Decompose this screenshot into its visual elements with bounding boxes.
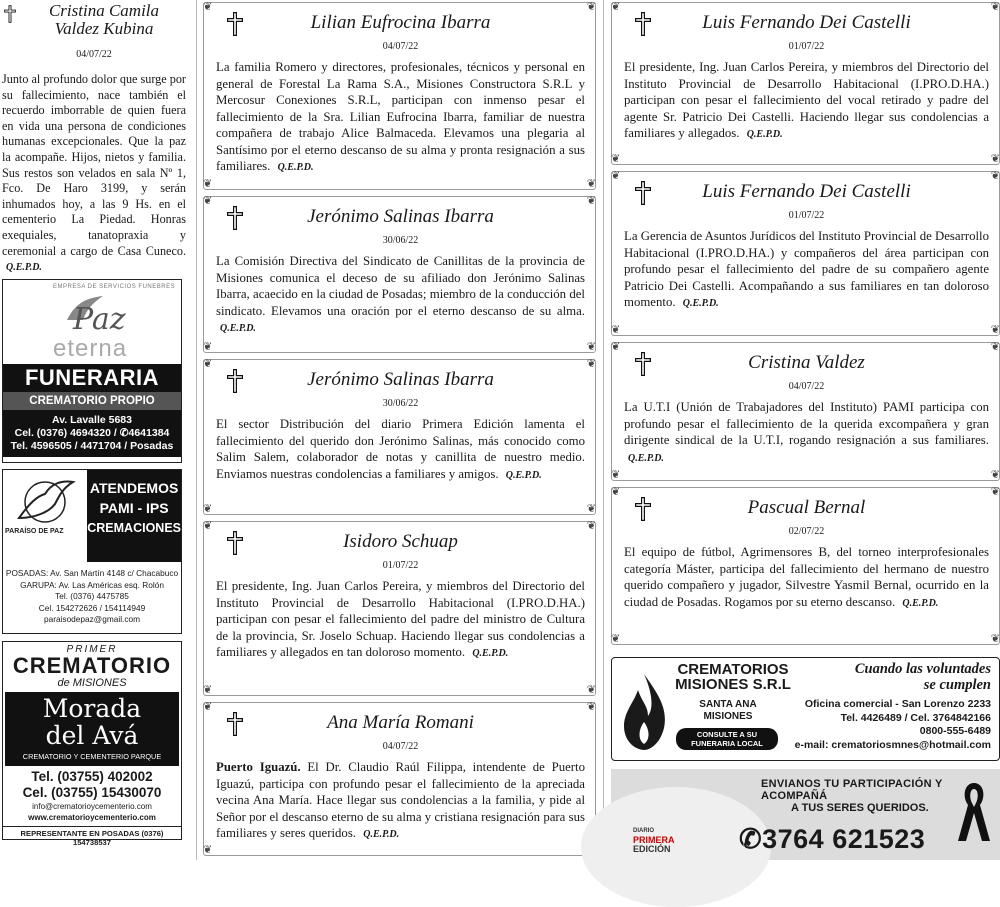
obituary-body: La Gerencia de Asuntos Jurídicos del Instituto Provincial de Desarrollo Habitacional (I.PRO.D.HA.) y compañeros del área participan con profundo pesar el fallecimiento del padre de su compañero agente Patricio Dei Castelli. Acompañando a sus familiares en tan doloroso momento. Q.E.P.D.	[624, 229, 989, 309]
contact-block	[3, 410, 181, 457]
cross-icon	[224, 11, 246, 37]
free-phone: 0800-555-6489	[919, 725, 991, 737]
ornament-icon: ❦	[586, 701, 596, 713]
de-misiones: de MISIONES	[57, 677, 127, 689]
obituary-date: 30/06/22	[382, 235, 419, 246]
crematorio-title: CREMATORIO	[12, 653, 172, 678]
ornament-icon: ❦	[611, 486, 621, 498]
phones-line2: Tel. 4596505 / 4471704 / Posadas	[10, 440, 174, 452]
ornament-icon: ❦	[990, 469, 1000, 481]
column-divider	[196, 0, 197, 860]
consulte-line1: CONSULTE A SU	[696, 730, 758, 739]
obituary-body: El presidente, Ing. Juan Carlos Pereira, y miembros del Directorio del Instituto Provincial de Desarrollo Habitacional (I.PRO.D.HA.) participan con pesar el fallecimiento del padre del ministro de Cultura de la provincia, Sr. Joselo Schuap. Haciendo llegar sus condolencias a familiares y allegados en tan doloroso momento. Q.E.P.D.	[216, 579, 585, 659]
parque-label: CREMATORIO Y CEMENTERIO PARQUE	[5, 751, 179, 766]
obituary-name: Luis Fernando Dei Castelli	[702, 12, 911, 33]
morada-word: Morada	[42, 694, 142, 723]
ornament-icon: ❦	[203, 684, 213, 696]
obituary-cristina-camila	[0, 0, 190, 276]
logo-label: PARAÍSO DE PAZ	[5, 528, 64, 535]
email[interactable]: info@crematorioycementerio.com	[32, 802, 152, 811]
services-block	[87, 470, 181, 562]
ad-paraiso-de-paz[interactable]	[2, 469, 182, 634]
obituary-name: Jerónimo Salinas Ibarra	[307, 206, 494, 227]
obituary-body: La U.T.I (Unión de Trabajadores del Instituto) PAMI participa con profundo pesar el fallecimiento de la querida excompañera y gran dirigente sindical de la U.T.I, rogando resignación a sus familiares. Q.E.P.D.	[624, 400, 989, 464]
obituary-card	[611, 342, 1000, 481]
info-cel: Cel. 154272626 / 154114949	[38, 602, 146, 613]
logo-arc-text: EMPRESA DE SERVICIOS FUNEBRES	[53, 284, 176, 290]
ornament-icon: ❦	[611, 170, 621, 182]
obituary-card	[203, 196, 596, 353]
slogan	[855, 661, 991, 693]
cross-icon	[224, 711, 246, 737]
contact-block	[795, 698, 991, 752]
consulte-line2: FUNERARIA LOCAL	[691, 739, 763, 748]
obituary-date: 01/07/22	[788, 210, 825, 221]
obituary-date: 01/07/22	[382, 560, 419, 571]
ornament-icon: ❦	[611, 469, 621, 481]
ornament-icon: ❦	[611, 324, 621, 336]
dove-icon	[15, 478, 75, 526]
location	[688, 699, 768, 723]
paz-eterna-logo	[3, 280, 181, 364]
cross-icon	[224, 205, 246, 231]
obituary-name-line2: Valdez Kubina	[54, 19, 154, 38]
website[interactable]: www.crematorioycementerio.com	[28, 813, 156, 822]
paraiso-logo	[3, 470, 87, 562]
obituary-name: Jerónimo Salinas Ibarra	[307, 369, 494, 390]
del-ava-word: del Avá	[45, 721, 139, 750]
cross-icon	[2, 4, 18, 24]
services-line2: PAMI - IPS	[99, 500, 169, 516]
obituary-body: La familia Romero y directores, profesionales, técnicos y personal en general de Forestal La Rama S.A., Misiones Constructora S.R.L y Mercosur Conexiones S.R.L, participan con inmenso pesar el fallecimiento de la Sra. Lilian Eufrocina Ibarra, familiar de nuestra compañera de trabajo Alice Balmaceda. Elevamos una plegaria al Santísimo por el eterno descanso de su alma y pronta resignación a sus familiares. Q.E.P.D.	[216, 60, 585, 173]
tel: Tel. (03755) 402002	[31, 769, 153, 784]
ad-paz-eterna[interactable]	[2, 279, 182, 463]
funeraria-title: FUNERARIA	[3, 364, 181, 392]
brand-line2: PRIMERA	[633, 835, 675, 845]
ornament-icon: ❦	[586, 520, 596, 532]
ornament-icon: ❦	[586, 1, 596, 13]
obituary-date: 01/07/22	[788, 41, 825, 52]
obituary-date: 02/07/22	[788, 526, 825, 537]
ornament-icon: ❦	[586, 684, 596, 696]
obituary-body: La Comisión Directiva del Sindicato de Canillitas de la provincia de Misiones comunica el deceso de su afiliado don Jerónimo Salinas Ibarra, acaecido en la ciudad de Posadas; miembro de la conducción del sindicato. Elevamos una oración por el eterno descanso de su alma. Q.E.P.D.	[216, 254, 585, 334]
morada-del-ava-logo	[5, 692, 179, 751]
obituary-card	[611, 171, 1000, 336]
ornament-icon: ❦	[203, 358, 213, 370]
obituary-card	[611, 2, 1000, 165]
ornament-icon: ❦	[203, 503, 213, 515]
phones-line1: Cel. (0376) 4694320 / ✆4641384	[14, 427, 170, 439]
ornament-icon: ❦	[586, 341, 596, 353]
flame-icon	[618, 672, 670, 752]
obituary-name: Ana María Romani	[327, 712, 474, 733]
cross-icon	[632, 11, 654, 37]
ornament-icon: ❦	[990, 341, 1000, 353]
obituary-date: 04/07/22	[382, 741, 419, 752]
brand-line3: EDICIÓN	[633, 844, 671, 854]
ornament-icon: ❦	[586, 503, 596, 515]
contact-block	[3, 562, 181, 626]
ad-crematorios-misiones[interactable]	[611, 657, 1000, 761]
address: Av. Lavalle 5683	[52, 414, 132, 426]
obituary-name: Lilian Eufrocina Ibarra	[310, 12, 491, 33]
office: Oficina comercial - San Lorenzo 2233	[804, 698, 991, 710]
mourning-ribbon-icon	[956, 779, 992, 843]
info-garupa: GARUPA: Av. Las Américas esq. Rolón	[20, 579, 164, 590]
ornament-icon: ❦	[990, 1, 1000, 13]
cross-icon	[632, 351, 654, 377]
info-tel: Tel. (0376) 4475785	[55, 591, 129, 601]
obituary-card	[203, 702, 596, 856]
cta-line1: ENVIANOS TU PARTICIPACIÓN Y ACOMPAÑÁ	[761, 778, 943, 802]
cross-icon	[224, 530, 246, 556]
cta-line2: A TUS SERES QUERIDOS.	[791, 802, 929, 814]
column-divider	[603, 0, 604, 860]
services-line3: CREMACIONES	[87, 521, 181, 535]
cross-icon	[632, 496, 654, 522]
obituary-name: Isidoro Schuap	[343, 531, 458, 552]
ornament-icon: ❦	[203, 178, 213, 190]
info-posadas: POSADAS: Av. San Martín 4148 c/ Chacabuco	[5, 568, 179, 578]
right-column	[611, 0, 1000, 860]
middle-column	[203, 0, 596, 860]
obituary-body: El presidente, Ing. Juan Carlos Pereira, y miembros del Directorio del Instituto Provincial de Desarrollo Habitacional (I.PRO.D.HA.) participan con pesar el fallecimiento del vocal retirado y padre del agente Sr. Patricio Dei Castelli. Haciendo llegar sus condolencias a familiares y allegados. Q.E.P.D.	[624, 60, 989, 140]
obituary-date: 04/07/22	[76, 49, 112, 60]
representative: REPRESENTANTE EN POSADAS (0376) 154738537	[3, 826, 181, 847]
obituary-card	[203, 359, 596, 515]
ornament-icon: ❦	[990, 324, 1000, 336]
obituary-card	[203, 2, 596, 190]
ornament-icon: ❦	[203, 1, 213, 13]
ornament-icon: ❦	[586, 195, 596, 207]
obituary-body: Puerto Iguazú. El Dr. Claudio Raúl Filippa, intendente de Puerto Iguazú, participa con profundo pesar el fallecimiento de la apreciada vecina Ana María. Hace llegar sus condolencias a la familia, y pide al Señor por el descanso eterno de su alma y cristiana resignación para sus familiares y seres queridos. Q.E.P.D.	[216, 760, 585, 840]
ornament-icon: ❦	[203, 341, 213, 353]
ornament-icon: ❦	[611, 153, 621, 165]
logo-script: Paz	[73, 302, 126, 337]
primer-label: PRIMER	[66, 644, 118, 655]
obituary-name: Pascual Bernal	[747, 497, 866, 518]
ornament-icon: ❦	[990, 486, 1000, 498]
obituary-body: El sector Distribución del diario Primera Edición lamenta el fallecimiento del querido don Jerónimo Salinas, más conocido como Salim Salem, colaborador de notas y canillita de nuestro medio. Enviamos nuestras condolencias a familiares y amigos. Q.E.P.D.	[216, 417, 585, 481]
ornament-icon: ❦	[586, 178, 596, 190]
info-email: paraisodepaz@gmail.com	[43, 614, 141, 624]
ornament-icon: ❦	[203, 844, 213, 856]
obituary-body: Junto al profundo dolor que surge por su fallecimiento, nace también el recuerdo imborrable de quien fuera en vida una persona de condiciones humanas excepcionales. Que la paz la acompañe. Hijos, nietos y familia. Sus restos son velados en sala Nº 1, Fco. De Haro 3199, y serán inhumados hoy, a las 9 Hs. en el cementerio La Piedad. Honras exequiales, tanatopraxia y ceremonial a cargo de Casa Cuneco. Q.E.P.D.	[2, 72, 186, 274]
ornament-icon: ❦	[586, 358, 596, 370]
obituary-name: Luis Fernando Dei Castelli	[702, 181, 911, 202]
title-line1: CREMATORIOS	[677, 661, 789, 678]
whatsapp-phone[interactable]: ✆3764 621523	[739, 824, 926, 854]
obituary-name-line1: Cristina Camila	[48, 1, 160, 20]
slogan-line1: Cuando las voluntades	[854, 661, 991, 677]
ornament-icon: ❦	[611, 633, 621, 645]
ornament-icon: ❦	[611, 341, 621, 353]
cross-icon	[632, 180, 654, 206]
obituary-date: 04/07/22	[382, 41, 419, 52]
services-line1: ATENDEMOS	[89, 480, 179, 496]
ornament-icon: ❦	[203, 520, 213, 532]
tel: Tel. 4426489 / Cel. 3764842166	[840, 711, 991, 724]
title-line2: MISIONES S.R.L	[675, 676, 791, 693]
crematorio-subtitle: CREMATORIO PROPIO	[3, 392, 181, 410]
ornament-icon: ❦	[990, 633, 1000, 645]
obituary-card	[611, 487, 1000, 645]
location-line2: MISIONES	[703, 711, 753, 722]
consulte-badge	[676, 728, 778, 750]
obituary-card	[203, 521, 596, 696]
ornament-icon: ❦	[611, 1, 621, 13]
ad-primera-edicion[interactable]	[611, 769, 1000, 860]
location-line1: SANTA ANA	[699, 699, 757, 710]
email[interactable]: e-mail: crematoriosmnes@hotmail.com	[794, 738, 991, 751]
cel: Cel. (03755) 15430070	[22, 785, 162, 800]
obituary-name: Cristina Valdez	[748, 352, 865, 373]
ornament-icon: ❦	[990, 170, 1000, 182]
obituary-body: El equipo de fútbol, Agrimensores B, del torneo interprofesionales categoría Máster, participa del fallecimiento del hermano de nuestro querido compañero y jugador, Silvestre Yasmil Bernal, ocurrido en la ciudad de Posadas. Rogamos por su eterno descanso. Q.E.P.D.	[624, 545, 989, 609]
crematorios-title	[668, 662, 798, 692]
slogan-line2: se cumplen	[923, 677, 991, 693]
logo-word: eterna	[53, 335, 128, 362]
obituary-date: 30/06/22	[382, 398, 419, 409]
left-column	[0, 0, 190, 860]
ornament-icon: ❦	[203, 701, 213, 713]
ornament-icon: ❦	[990, 153, 1000, 165]
ornament-icon: ❦	[203, 195, 213, 207]
cross-icon	[224, 368, 246, 394]
obituary-date: 04/07/22	[788, 381, 825, 392]
ad-morada-del-ava[interactable]	[2, 641, 182, 847]
primera-edicion-logo	[633, 827, 675, 854]
brand-line1: DIARIO	[633, 828, 654, 834]
